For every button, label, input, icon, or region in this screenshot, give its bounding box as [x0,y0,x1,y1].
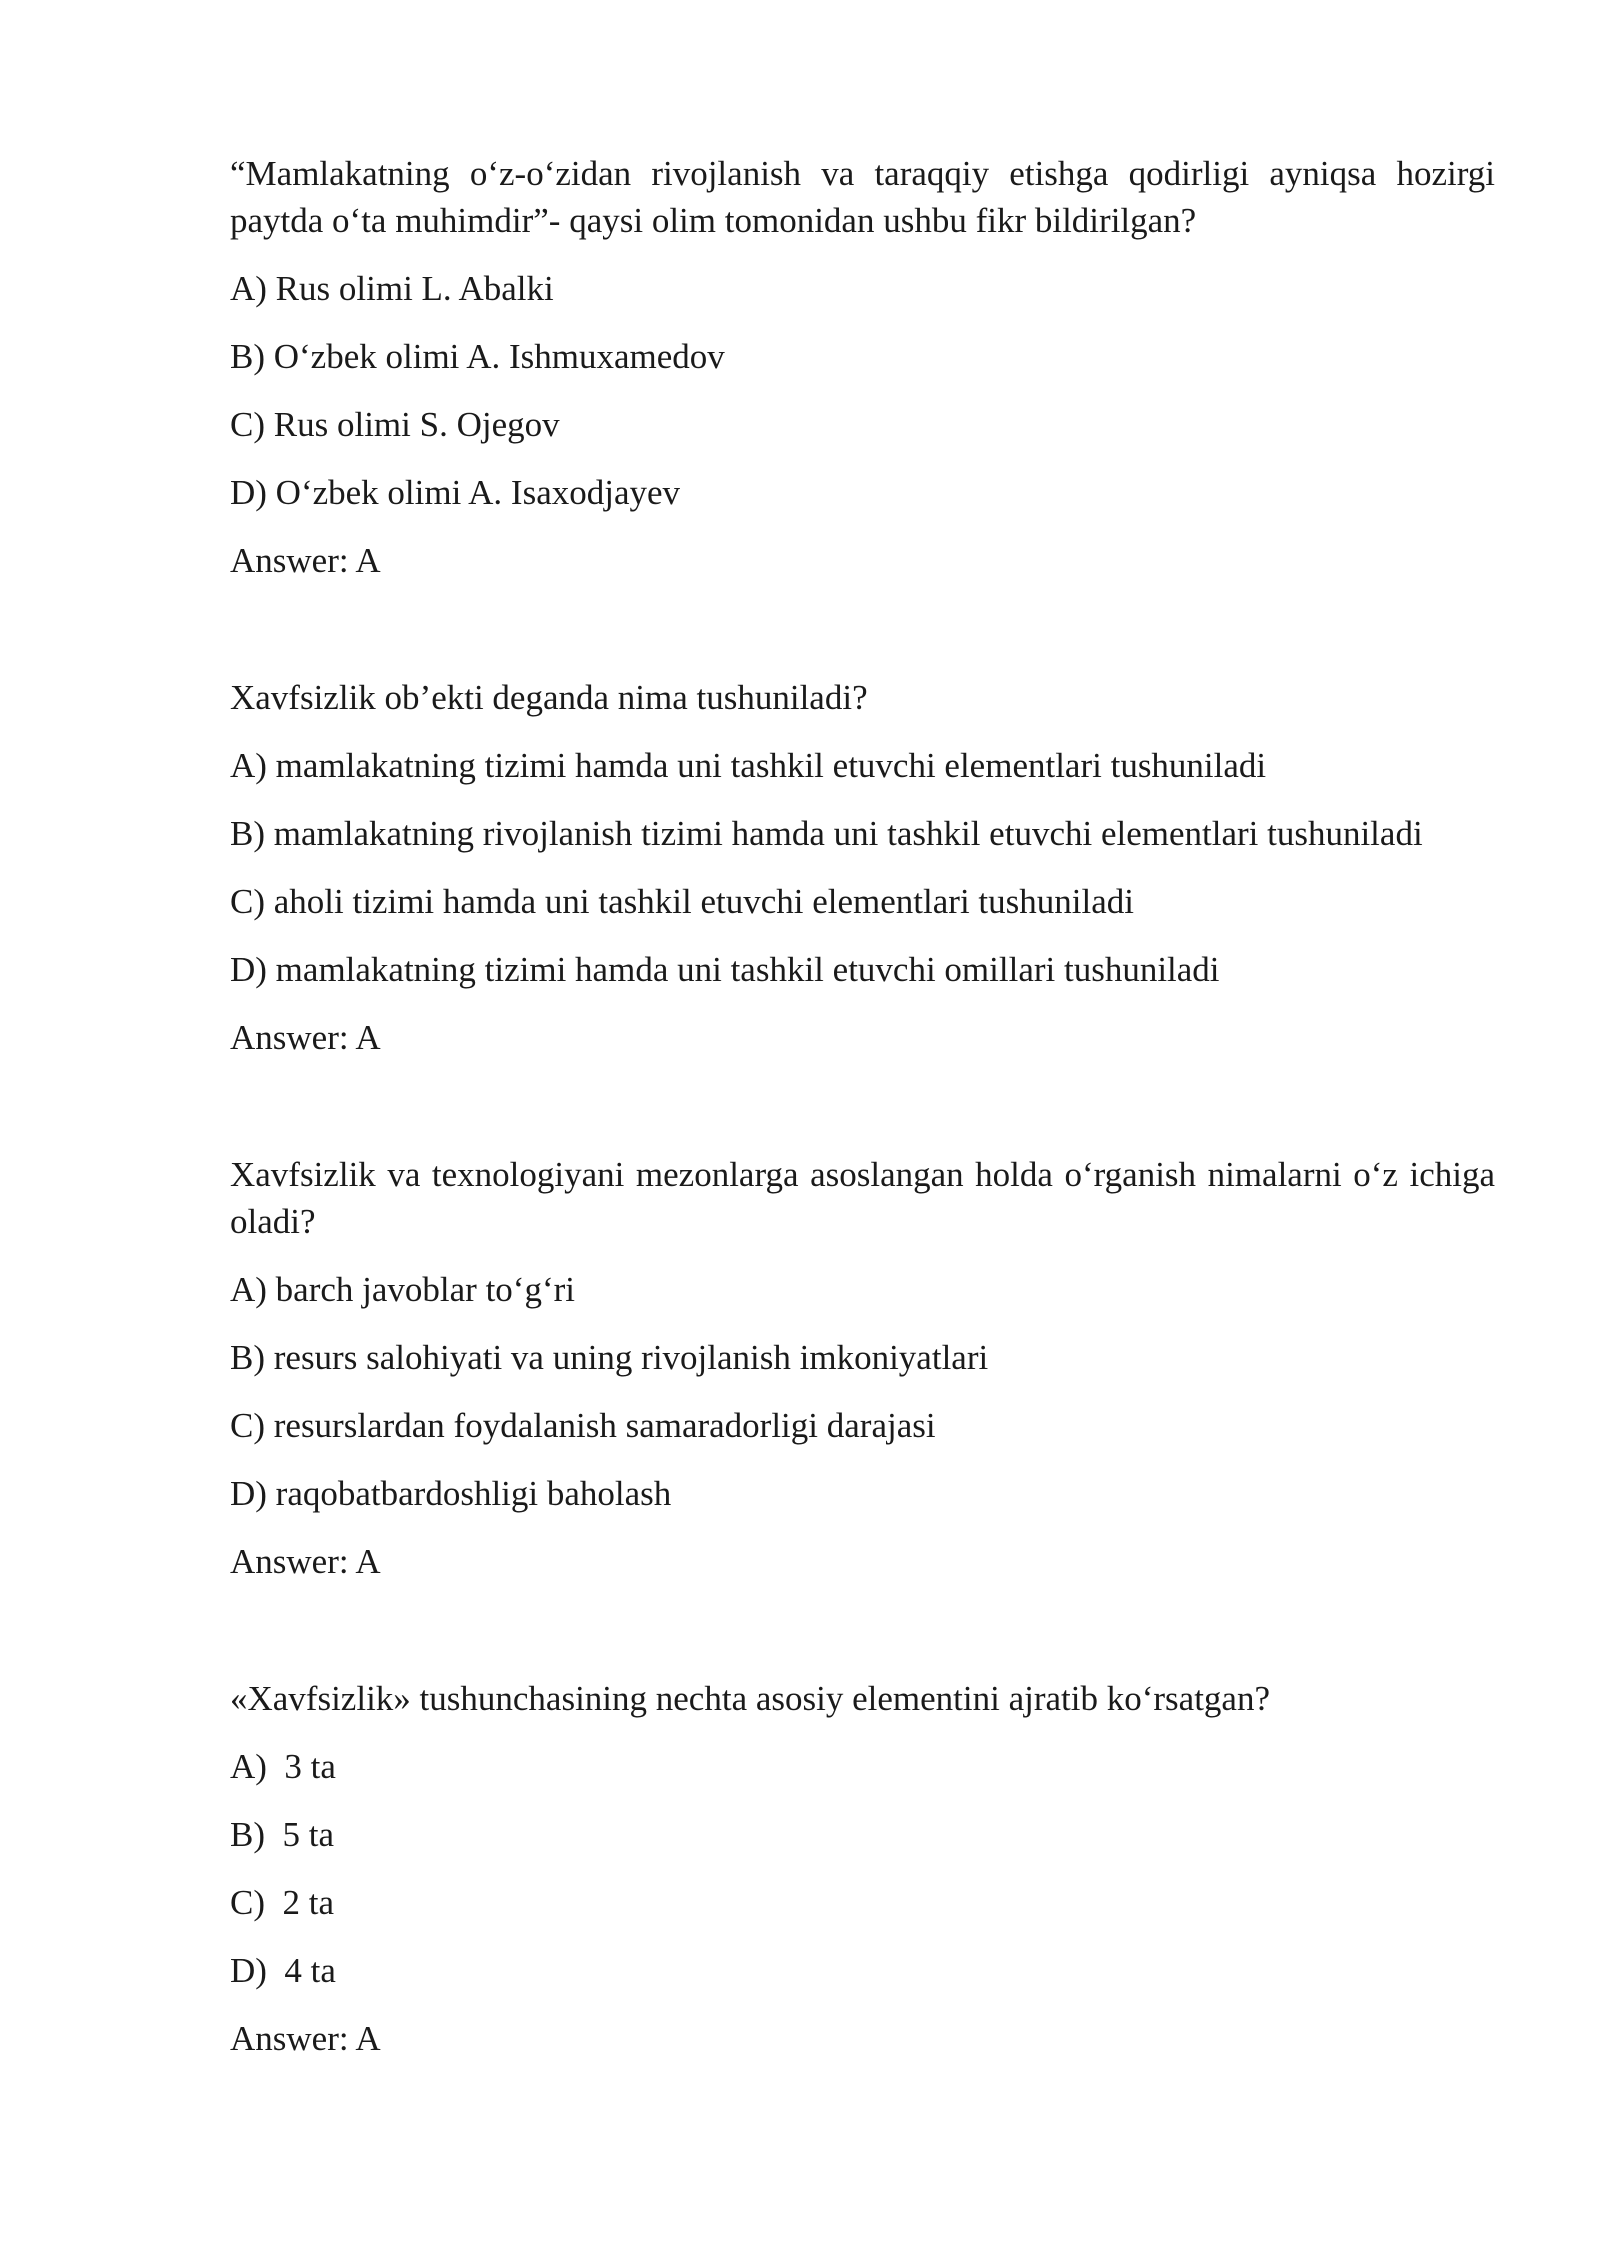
option-d: D) 4 ta [230,1951,336,1990]
question-text: Xavfsizlik ob’ekti deganda nima tushuniladi? [230,678,868,717]
option-c: C) aholi tizimi hamda uni tashkil etuvchi elementlari tushuniladi [230,882,1134,921]
option-d: D) raqobatbardoshligi baholash [230,1474,672,1513]
question-text: “Mamlakatning o‘z-o‘zidan rivojlanish va taraqqiy etishga qodirligi ayniqsa hozirgi paytda o‘ta muhimdir”- qaysi olim tomonidan ushbu fikr bildirilgan? [230,154,1495,240]
option-a: A) 3 ta [230,1747,336,1786]
option-b: B) resurs salohiyati va uning rivojlanish imkoniyatlari [230,1338,989,1377]
option-a: A) barch javoblar to‘g‘ri [230,1270,575,1309]
option-a: A) mamlakatning tizimi hamda uni tashkil etuvchi elementlari tushuniladi [230,746,1267,785]
option-b: B) 5 ta [230,1815,335,1854]
option-c: C) 2 ta [230,1883,335,1922]
option-a: A) Rus olimi L. Abalki [230,269,554,308]
question-text: Xavfsizlik va texnologiyani mezonlarga asoslangan holda o‘rganish nimalarni o‘z ichiga oladi? [230,1155,1495,1241]
answer-text: Answer: A [230,2019,381,2058]
answer-text: Answer: A [230,1542,381,1581]
question-block-2 [230,674,1495,1061]
question-block-1 [230,150,1495,584]
option-c: C) Rus olimi S. Ojegov [230,405,560,444]
option-b: B) mamlakatning rivojlanish tizimi hamda uni tashkil etuvchi elementlari tushuniladi [230,814,1423,853]
question-text: «Xavfsizlik» tushunchasining nechta asosiy elementini ajratib ko‘rsatgan? [230,1679,1270,1718]
option-d: D) O‘zbek olimi A. Isaxodjayev [230,473,681,512]
question-block-3 [230,1151,1495,1585]
answer-text: Answer: A [230,1018,381,1057]
answer-text: Answer: A [230,541,381,580]
option-c: C) resurslardan foydalanish samaradorligi darajasi [230,1406,936,1445]
question-block-4 [230,1675,1495,2062]
option-b: B) O‘zbek olimi A. Ishmuxamedov [230,337,725,376]
option-d: D) mamlakatning tizimi hamda uni tashkil etuvchi omillari tushuniladi [230,950,1220,989]
document-content [230,150,1495,2152]
